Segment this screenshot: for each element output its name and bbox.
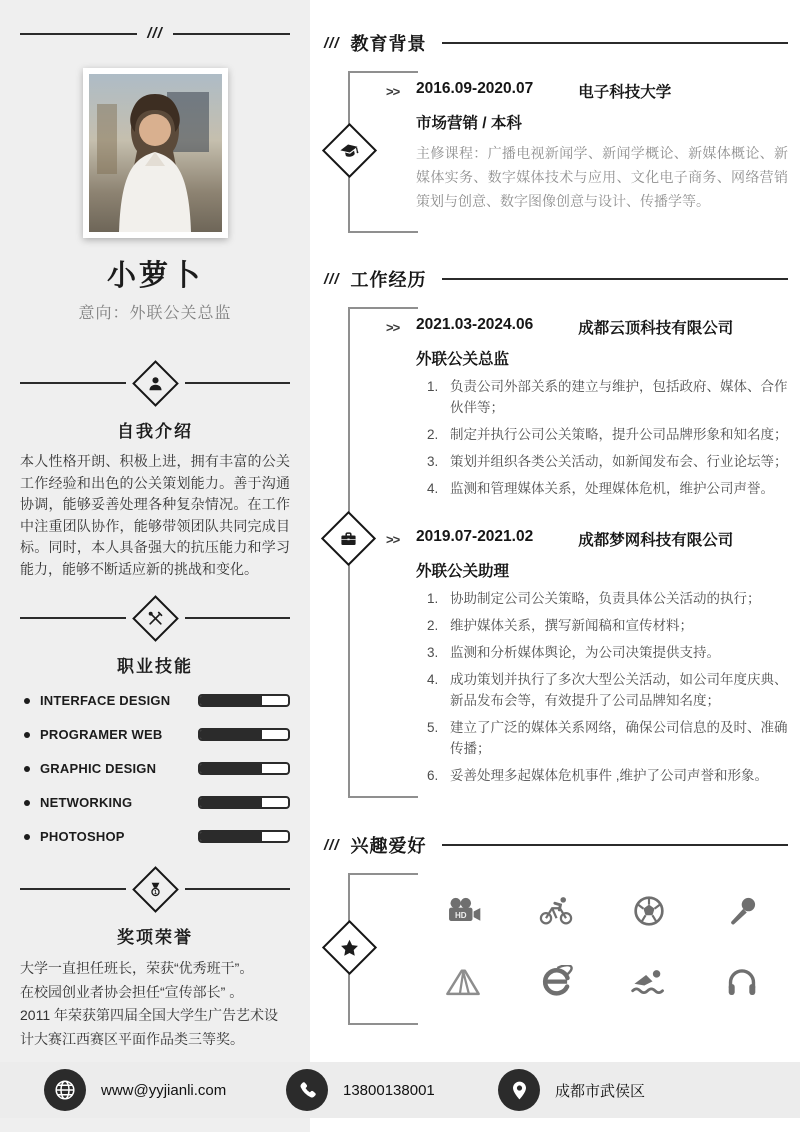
work-entry-head <box>416 519 788 550</box>
svg-text:HD: HD <box>454 910 467 920</box>
work-company: 成都梦网科技有限公司 <box>578 532 734 549</box>
profile-photo-frame <box>83 68 228 238</box>
work-period: 2021.03-2024.06 <box>416 316 534 333</box>
skill-bar <box>198 796 290 809</box>
divider-line <box>20 888 126 890</box>
duty-item: 2. 制定并执行公司公关策略，提升公司品牌形象和知名度； <box>442 424 788 445</box>
education-entry <box>386 71 788 213</box>
website-text: www@yyjianli.com <box>101 1081 227 1099</box>
skill-label: PHOTOSHOP <box>40 829 125 844</box>
soccer-icon <box>633 895 665 927</box>
about-diamond <box>132 360 179 407</box>
skills-list <box>20 693 290 844</box>
education-body <box>324 71 788 233</box>
hobbies-body <box>324 873 788 1025</box>
skill-label: NETWORKING <box>40 795 133 810</box>
header-rule <box>442 42 788 44</box>
footer-address <box>498 1069 645 1111</box>
divider-line <box>20 617 126 619</box>
bullet-dot <box>24 698 30 704</box>
skills-diamond <box>132 595 179 642</box>
divider-line <box>185 617 291 619</box>
bullet-dot <box>24 834 30 840</box>
skill-bar-fill <box>200 696 262 705</box>
education-entry-head <box>416 71 788 102</box>
footer-phone <box>286 1069 498 1111</box>
divider-line <box>20 33 137 35</box>
work-duties <box>416 588 788 786</box>
work-entry-head <box>416 307 788 338</box>
education-courses: 主修课程：广播电视新闻学、新闻学概论、新媒体概论、新媒体实务、数字媒体技术与应用、文化电子商务、网络营销策划与创意、数字图像创意与设计、传播学等。 <box>416 145 788 209</box>
tools-icon <box>147 610 164 627</box>
duty-item: 1. 负责公司外部关系的建立与维护，包括政府、媒体、合作伙伴等； <box>442 376 788 418</box>
skill-bar-fill <box>200 730 262 739</box>
skill-label: PROGRAMER WEB <box>40 727 163 742</box>
portrait-silhouette-icon <box>89 74 222 232</box>
skill-label: GRAPHIC DESIGN <box>40 761 157 776</box>
duty-item: 6. 妥善处理多起媒体危机事件 ,维护了公司声誉和形象。 <box>442 765 788 786</box>
phone-text: 13800138001 <box>343 1081 435 1099</box>
education-period: 2016.09-2020.07 <box>416 80 534 97</box>
tent-icon <box>444 967 482 997</box>
address-text: 成都市武侯区 <box>555 1082 646 1100</box>
header-rule <box>442 278 788 280</box>
swimming-icon <box>630 968 668 996</box>
awards-divider <box>20 863 290 915</box>
duty-item: 2. 维护媒体关系，撰写新闻稿和宣传材料； <box>442 615 788 636</box>
profile-photo <box>89 74 222 232</box>
divider-line <box>173 33 290 35</box>
skill-bar <box>198 728 290 741</box>
about-divider <box>20 357 290 409</box>
work-header <box>324 266 788 292</box>
education-header <box>324 30 788 56</box>
skill-label: INTERFACE DESIGN <box>40 693 171 708</box>
work-duties <box>416 376 788 499</box>
video-camera-icon <box>444 896 482 926</box>
work-role: 外联公关总监 <box>416 351 510 368</box>
phone-icon <box>286 1069 328 1111</box>
entry-marker: >> <box>386 532 400 547</box>
bullet-dot <box>24 732 30 738</box>
work-title: 工作经历 <box>350 270 427 290</box>
skill-bar <box>198 762 290 775</box>
divider-line <box>185 382 291 384</box>
award-line: 大学一直担任班长，荣获“优秀班干”。 <box>20 960 254 976</box>
awards-diamond <box>132 866 179 913</box>
internet-explorer-icon <box>539 965 573 999</box>
globe-icon <box>44 1069 86 1111</box>
sidebar-top-divider <box>20 25 290 42</box>
award-line: 在校园创业者协会担任“宣传部长” 。 <box>20 983 244 1000</box>
headphones-icon <box>726 967 758 997</box>
footer-website <box>44 1069 286 1111</box>
entry-marker: >> <box>386 84 400 99</box>
skills-divider <box>20 592 290 644</box>
divider-line <box>20 382 126 384</box>
hobbies-header <box>324 832 788 858</box>
location-pin-icon <box>498 1069 540 1111</box>
cycling-icon <box>538 896 574 926</box>
contact-footer <box>0 1062 800 1118</box>
duty-item: 4. 监测和管理媒体关系，处理媒体危机，维护公司声誉。 <box>442 478 788 499</box>
awards-text <box>20 957 290 1051</box>
star-icon <box>339 937 361 959</box>
person-icon <box>147 375 164 392</box>
skill-row <box>20 829 290 844</box>
hobbies-title: 兴趣爱好 <box>350 836 427 856</box>
skill-bar <box>198 694 290 707</box>
skill-bar <box>198 830 290 843</box>
medal-icon <box>147 881 164 898</box>
education-title: 教育背景 <box>350 34 427 54</box>
header-rule <box>442 844 788 846</box>
candidate-name: 小萝卜 <box>106 260 203 292</box>
main-column <box>310 30 800 1025</box>
work-period: 2019.07-2021.02 <box>416 528 534 545</box>
work-company: 成都云顶科技有限公司 <box>578 320 734 337</box>
about-title: 自我介绍 <box>117 422 193 441</box>
job-intention: 意向：外联公关总监 <box>78 305 232 322</box>
microphone-icon <box>726 895 758 927</box>
graduation-cap-icon <box>339 140 361 162</box>
bullet-dot <box>24 800 30 806</box>
work-body <box>324 307 788 798</box>
duty-item: 3. 监测和分析媒体舆论，为公司决策提供支持。 <box>442 642 788 663</box>
about-text: 本人性格开朗、积极上进，拥有丰富的公关工作经验和出色的公关策划能力。善于沟通协调，能够妥善处理各种复杂情况。在工作中注重团队协作，能够带领团队共同完成目标。同时，本人具备强大的抗压能力和学习能力，能够不断适应新的挑战和变化。 <box>20 453 290 577</box>
education-school: 电子科技大学 <box>578 84 672 101</box>
work-entry-1 <box>386 307 788 499</box>
divider-line <box>185 888 291 890</box>
svg-text:1: 1 <box>153 889 157 896</box>
triple-slash-mark: /// <box>147 25 163 42</box>
triple-slash-mark: /// <box>324 34 340 52</box>
awards-title: 奖项荣誉 <box>117 928 193 947</box>
skill-bar-fill <box>200 798 262 807</box>
bullet-dot <box>24 766 30 772</box>
skill-bar-fill <box>200 764 262 773</box>
skill-row <box>20 693 290 708</box>
skill-row <box>20 795 290 810</box>
hobby-grid <box>416 873 788 999</box>
duty-item: 4. 成功策划并执行了多次大型公关活动，如公司年度庆典、新品发布会等，有效提升了公司品牌知名度； <box>442 669 788 711</box>
duty-item: 5. 建立了广泛的媒体关系网络，确保公司信息的及时、准确传播； <box>442 717 788 759</box>
skills-title: 职业技能 <box>117 657 193 676</box>
briefcase-icon <box>339 529 359 549</box>
skill-row <box>20 761 290 776</box>
skill-row <box>20 727 290 742</box>
triple-slash-mark: /// <box>324 836 340 854</box>
award-line: 2011 年荣获第四届全国大学生广告艺术设计大赛江西赛区平面作品类三等奖。 <box>20 1007 278 1047</box>
duty-item: 1. 协助制定公司公关策略，负责具体公关活动的执行； <box>442 588 788 609</box>
work-entry-2 <box>386 519 788 786</box>
triple-slash-mark: /// <box>324 270 340 288</box>
skill-bar-fill <box>200 832 262 841</box>
work-role: 外联公关助理 <box>416 563 510 580</box>
entry-marker: >> <box>386 320 400 335</box>
duty-item: 3. 策划并组织各类公关活动，如新闻发布会、行业论坛等； <box>442 451 788 472</box>
education-major: 市场营销 / 本科 <box>416 115 522 132</box>
sidebar <box>0 0 310 1132</box>
